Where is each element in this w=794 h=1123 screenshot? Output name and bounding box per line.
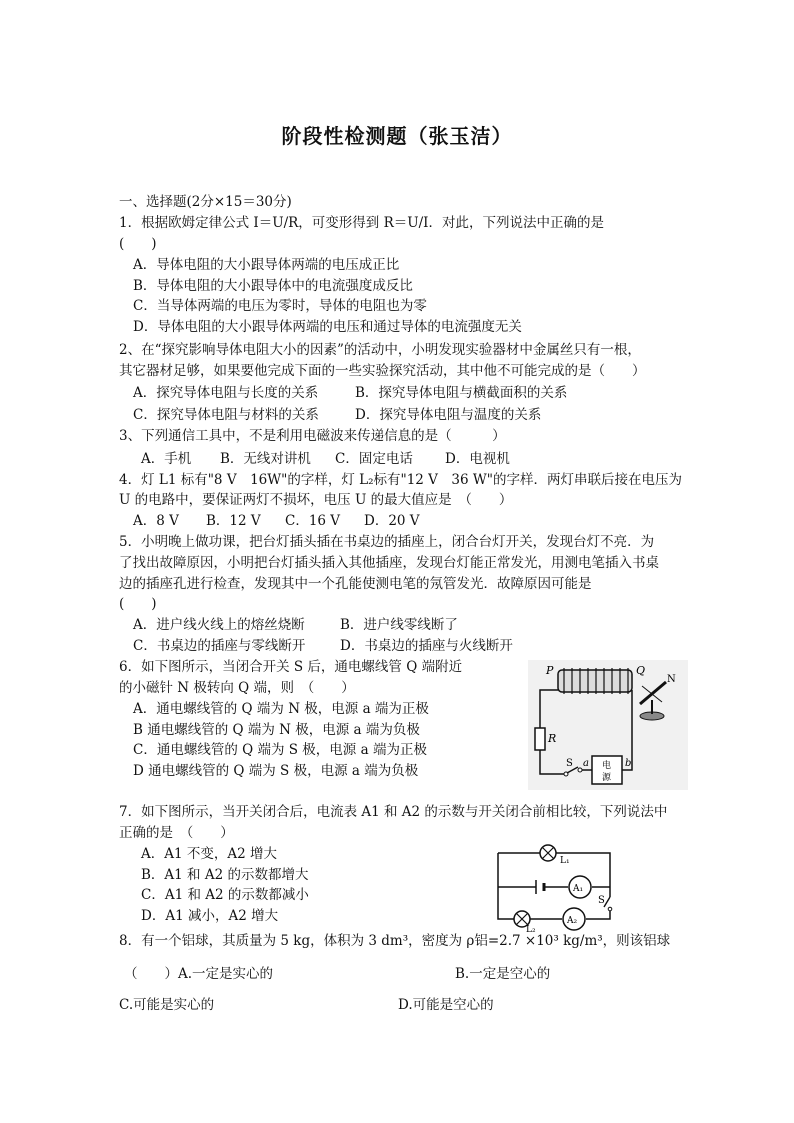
q1-option-d: D．导体电阻的大小跟导体两端的电压和通过导体的电流强度无关 bbox=[133, 319, 522, 335]
q7-stem-cont: 正确的是 （ ） bbox=[119, 825, 234, 841]
q5-option-d: D．书桌边的插座与火线断开 bbox=[340, 638, 513, 654]
q2-option-c: C．探究导体电阻与材料的关系 bbox=[133, 407, 319, 423]
q8-option-c: C.可能是实心的 bbox=[119, 997, 215, 1013]
q2-stem-cont: 其它器材足够，如果要他完成下面的一些实验探究活动，其中他不可能完成的是（ ） bbox=[119, 363, 646, 379]
label-switch: S bbox=[598, 895, 605, 906]
page-title: 阶段性检测题（张玉洁） bbox=[281, 124, 513, 148]
label-source-1: 电 bbox=[602, 761, 612, 771]
q7-option-a: A．A1 不变，A2 增大 bbox=[141, 846, 278, 862]
q1-option-b: B．导体电阻的大小跟导体中的电流强度成反比 bbox=[133, 278, 413, 294]
q8-stem: 8．有一个铝球，其质量为 5 kg，体积为 3 dm³，密度为 ρ铝=2.7 ×10³ kg/m³，则该铝球 bbox=[119, 933, 671, 949]
q3-option-d: D．电视机 bbox=[445, 451, 510, 467]
q7-option-c: C．A1 和 A2 的示数都减小 bbox=[141, 887, 309, 903]
q2-option-d: D．探究导体电阻与温度的关系 bbox=[355, 407, 542, 423]
q8-option-d: D.可能是空心的 bbox=[398, 997, 494, 1013]
label-l2: L₂ bbox=[526, 925, 536, 933]
section-heading: 一、选择题(2分×15＝30分) bbox=[119, 194, 292, 210]
q7-option-b: B．A1 和 A2 的示数都增大 bbox=[141, 867, 309, 883]
label-source-2: 源 bbox=[602, 773, 612, 783]
q5-stem: 5．小明晚上做功课，把台灯插头插在书桌边的插座上，闭合台灯开关，发现台灯不亮．为 bbox=[119, 534, 655, 550]
label-n: N bbox=[667, 674, 676, 685]
q1-option-c: C．当导体两端的电压为零时，导体的电阻也为零 bbox=[133, 298, 427, 314]
q1-stem: 1．根据欧姆定律公式 I＝U/R，可变形得到 R＝U/I．对此，下列说法中正确的是 bbox=[119, 215, 605, 231]
label-q: Q bbox=[636, 664, 646, 677]
label-a1: A₁ bbox=[573, 884, 584, 894]
q3-option-c: C．固定电话 bbox=[335, 451, 413, 467]
q2-stem: 2、在“探究影响导体电阻大小的因素”的活动中，小明发现实验器材中金属丝只有一根， bbox=[119, 342, 641, 358]
q8-option-a: （ ）A.一定是实心的 bbox=[124, 966, 274, 982]
q4-option-a: A．8 V bbox=[133, 513, 179, 529]
q1-option-a: A．导体电阻的大小跟导体两端的电压成正比 bbox=[133, 257, 400, 273]
q5-stem-cont-2: 边的插座孔进行检查，发现其中一个孔能使测电笔的氖管发光．故障原因可能是 bbox=[119, 576, 592, 592]
q5-option-c: C．书桌边的插座与零线断开 bbox=[133, 638, 306, 654]
q6-option-d: D 通电螺线管的 Q 端为 S 极，电源 a 端为负极 bbox=[133, 763, 419, 779]
q4-stem: 4．灯 L1 标有"8 V 16W"的字样，灯 L₂标有"12 V 36 W"的字样．两灯串联后接在电压为 bbox=[119, 472, 682, 488]
q4-option-c: C．16 V bbox=[285, 513, 341, 529]
q5-option-a: A．进户线火线上的熔丝烧断 bbox=[133, 617, 305, 633]
q7-stem: 7．如下图所示，当开关闭合后，电流表 A1 和 A2 的示数与开关闭合前相比较，下列说法中 bbox=[119, 804, 668, 820]
label-s: S bbox=[566, 758, 573, 769]
q6-stem: 6．如下图所示，当闭合开关 S 后，通电螺线管 Q 端附近 bbox=[119, 659, 463, 675]
q2-option-b: B．探究导体电阻与横截面积的关系 bbox=[355, 385, 568, 401]
q6-stem-cont: 的小磁针 N 极转向 Q 端，则 （ ） bbox=[119, 680, 355, 696]
q4-stem-cont: U 的电路中，要保证两灯不损坏，电压 U 的最大值应是 （ ） bbox=[119, 492, 513, 508]
label-l1: L₁ bbox=[560, 856, 570, 866]
q3-stem: 3、下列通信工具中，不是利用电磁波来传递信息的是（ ） bbox=[119, 428, 506, 444]
q5-stem-cont-1: 了找出故障原因，小明把台灯插头插入其他插座，发现台灯能正常发光，用测电笔插入书桌 bbox=[119, 555, 659, 571]
label-p: P bbox=[546, 664, 554, 677]
label-r: R bbox=[548, 732, 557, 745]
q3-option-a: A．手机 bbox=[141, 451, 192, 467]
q4-option-d: D．20 V bbox=[364, 513, 420, 529]
q1-stem-cont: ( ) bbox=[119, 236, 157, 252]
q5-stem-cont-3: ( ) bbox=[119, 596, 157, 612]
q2-option-a: A．探究导体电阻与长度的关系 bbox=[133, 385, 319, 401]
q6-option-a: A．通电螺线管的 Q 端为 N 极，电源 a 端为正极 bbox=[133, 701, 429, 717]
label-b: b bbox=[625, 758, 632, 769]
label-a2: A₂ bbox=[567, 916, 578, 926]
q6-option-b: B 通电螺线管的 Q 端为 N 极，电源 a 端为负极 bbox=[133, 722, 420, 738]
solenoid-circuit-figure bbox=[528, 660, 688, 790]
q7-option-d: D．A1 减小，A2 增大 bbox=[141, 908, 279, 924]
parallel-circuit-figure bbox=[490, 833, 626, 933]
q3-option-b: B．无线对讲机 bbox=[220, 451, 311, 467]
q4-option-b: B．12 V bbox=[206, 513, 261, 529]
label-a: a bbox=[583, 758, 589, 769]
q6-option-c: C．通电螺线管的 Q 端为 S 极，电源 a 端为正极 bbox=[133, 742, 427, 758]
q5-option-b: B．进户线零线断了 bbox=[340, 617, 458, 633]
q8-option-b: B.一定是空心的 bbox=[455, 966, 551, 982]
